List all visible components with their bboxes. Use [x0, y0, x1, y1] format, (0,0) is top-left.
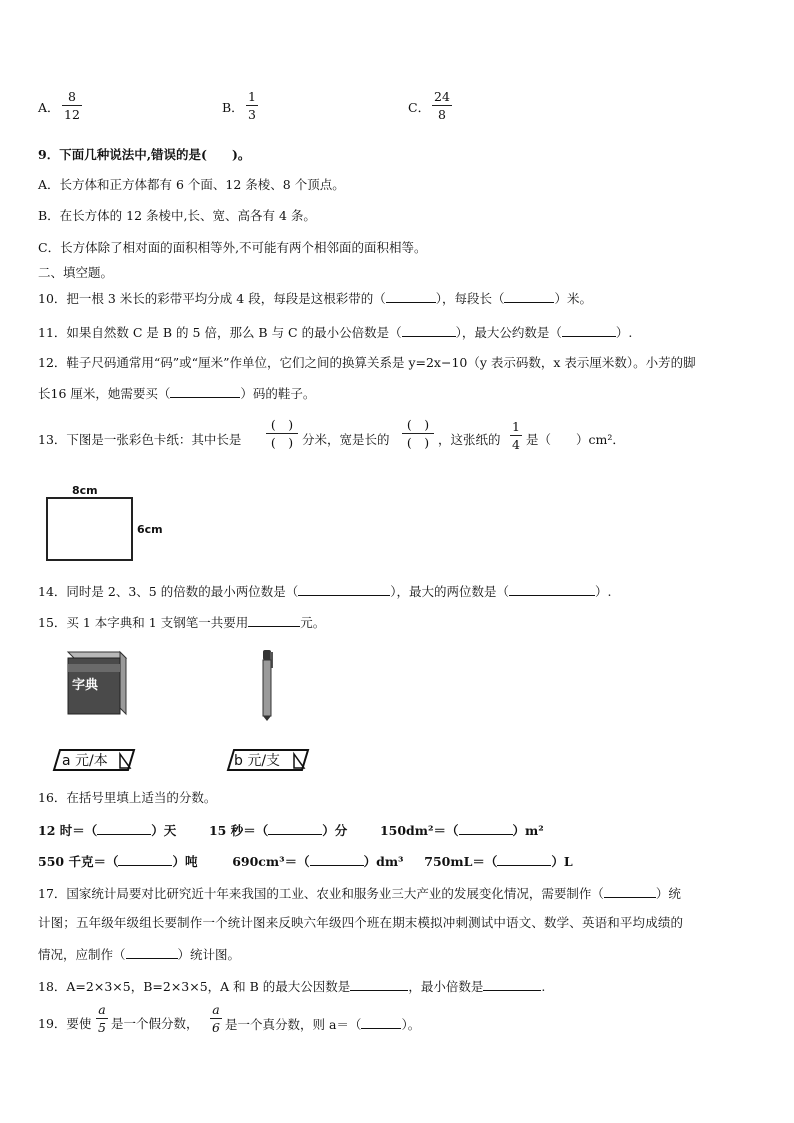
answer-blank[interactable]	[386, 290, 436, 303]
answer-blank[interactable]	[509, 583, 595, 596]
card-rectangle	[46, 497, 133, 561]
answer-blank[interactable]	[604, 885, 656, 898]
option-label: A．	[38, 100, 60, 115]
question-10: 10．把一根 3 米长的彩带平均分成 4 段，每段是这根彩带的（ ），每段长（ ）米。	[38, 291, 592, 306]
figure-height-label: 6cm	[137, 523, 163, 536]
question-17-line1: 17．国家统计局要对比研究近十年来我国的工业、农业和服务业三大产业的发展变化情况，需要制作（ ）统	[38, 886, 681, 901]
question-11: 11．如果自然数 C 是 B 的 5 倍，那么 B 与 C 的最小公倍数是（ ），最大公约数是（ ）.	[38, 325, 633, 340]
question-9-option-a: A．长方体和正方体都有 6 个面、12 条棱、8 个顶点。	[38, 177, 345, 192]
fraction: 8 12	[62, 90, 82, 122]
question-15: 15．买 1 本字典和 1 支钢笔一共要用 元。	[38, 615, 326, 630]
answer-blank[interactable]	[361, 1016, 401, 1029]
option-label: B．	[222, 100, 244, 115]
fraction: 24 8	[432, 90, 452, 122]
answer-blank[interactable]	[402, 324, 456, 337]
answer-blank[interactable]	[97, 822, 151, 835]
price-tag-pen-label: b 元/支	[234, 753, 281, 769]
fraction: 1 4	[510, 420, 522, 452]
answer-blank[interactable]	[504, 290, 554, 303]
fraction: a 6	[210, 1003, 222, 1035]
fraction-blank[interactable]: ( ) ( )	[266, 418, 298, 450]
question-18: 18．A=2×3×5，B=2×3×5，A 和 B 的最大公因数是 ，最小倍数是 .	[38, 979, 546, 994]
option-label: C．	[408, 100, 431, 115]
question-16-row2: 550 千克＝（ ）吨 690cm³＝（ ）dm³ 750mL＝（ ）L	[38, 854, 573, 869]
question-14: 14．同时是 2、3、5 的倍数的最小两位数是（ ），最大的两位数是（ ）.	[38, 584, 612, 599]
figure-width-label: 8cm	[72, 484, 98, 497]
price-tag-book-label: a 元/本	[62, 753, 108, 769]
pen-icon	[258, 648, 276, 722]
fraction-blank[interactable]: ( ) ( )	[402, 418, 434, 450]
question-17-line2: 计图；五年级年级组长要制作一个统计图来反映六年级四个班在期末模拟冲刺测试中语文、数学、英语和平均成绩的	[38, 915, 684, 930]
section-heading: 二、填空题。	[38, 265, 114, 280]
fraction: a 5	[96, 1003, 108, 1035]
answer-blank[interactable]	[118, 853, 172, 866]
question-16-row1: 12 时＝（ ）天 15 秒＝（ ）分 150dm²＝（ ）m²	[38, 823, 544, 838]
question-12-line2: 长16 厘米，她需要买（ ）码的鞋子。	[38, 386, 316, 401]
question-9-option-b: B．在长方体的 12 条棱中,长、宽、高各有 4 条。	[38, 208, 316, 223]
answer-blank[interactable]	[248, 614, 300, 627]
answer-blank[interactable]	[268, 822, 322, 835]
answer-blank[interactable]	[483, 978, 541, 991]
fraction: 1 3	[246, 90, 258, 122]
question-9-stem: 9．下面几种说法中,错误的是( )。	[38, 147, 251, 162]
question-12-line1: 12．鞋子尺码通常用“码”或“厘米”作单位，它们之间的换算关系是 y=2x−10（y 表示码数，x 表示厘米数）。小芳的脚	[38, 355, 696, 370]
question-17-line3: 情况，应制作（ ）统计图。	[38, 947, 241, 962]
question-16-stem: 16．在括号里填上适当的分数。	[38, 790, 217, 805]
answer-blank[interactable]	[562, 324, 616, 337]
dictionary-title: 字典	[72, 678, 99, 693]
answer-blank[interactable]	[170, 385, 240, 398]
answer-blank[interactable]	[298, 583, 390, 596]
answer-blank[interactable]	[310, 853, 364, 866]
answer-blank[interactable]	[350, 978, 408, 991]
answer-blank[interactable]	[126, 946, 178, 959]
question-9-option-c: C．长方体除了相对面的面积相等外,不可能有两个相邻面的面积相等。	[38, 240, 427, 255]
question-19-tail: 是一个真分数，则 a＝（ ）。	[225, 1017, 421, 1032]
answer-blank[interactable]	[497, 853, 551, 866]
answer-blank[interactable]	[459, 822, 513, 835]
